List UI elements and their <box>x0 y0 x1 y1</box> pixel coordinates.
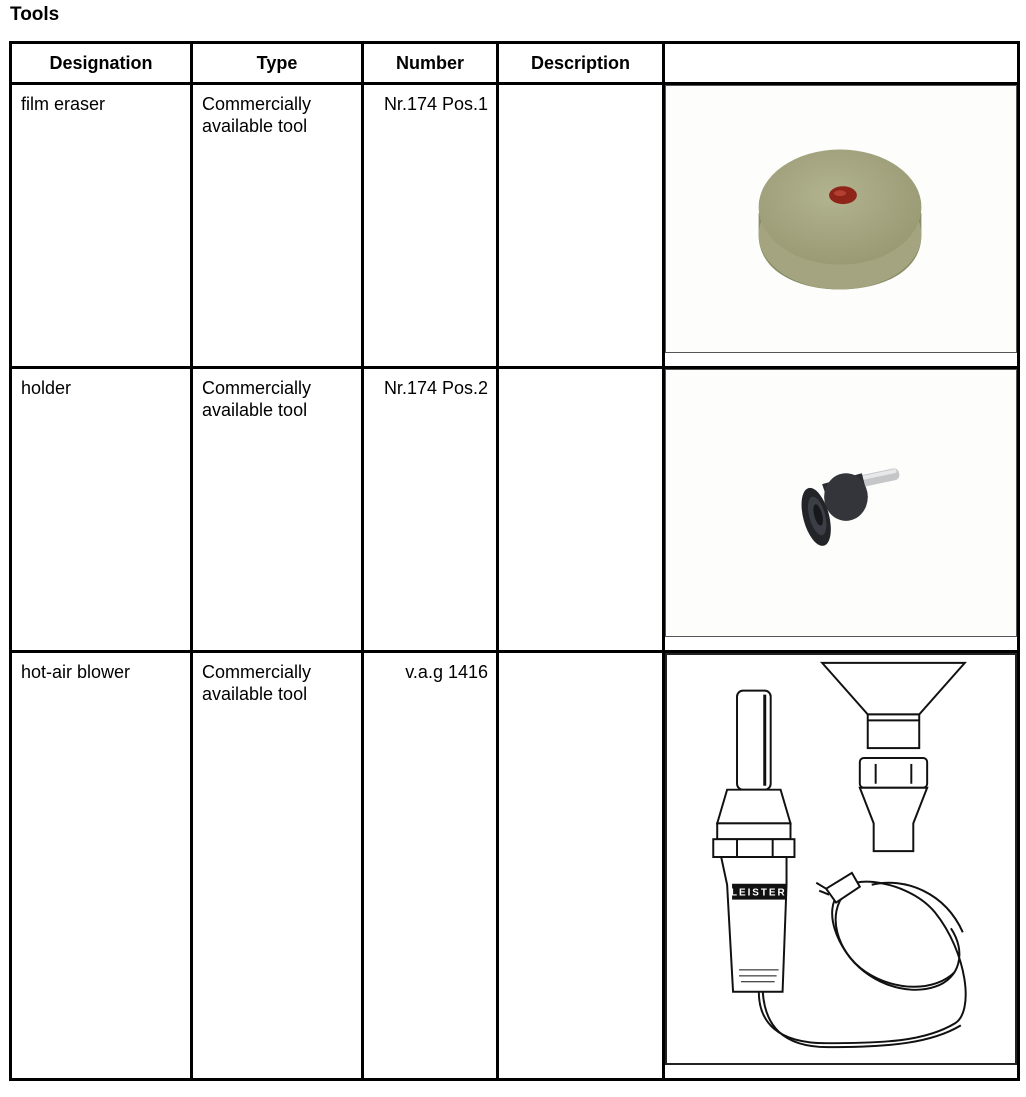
type-text: Commercially available tool <box>202 94 312 136</box>
hot-air-blower-picture <box>665 653 1017 1065</box>
tools-table <box>9 41 1020 1081</box>
description-text <box>499 653 662 661</box>
holder-icon <box>666 370 1016 636</box>
table-row <box>11 368 1019 652</box>
header-image <box>664 43 1019 84</box>
image-cell <box>664 84 1019 368</box>
type-text: Commercially available tool <box>202 378 312 420</box>
number-text: v.a.g 1416 <box>405 662 488 682</box>
image-cell <box>664 652 1019 1080</box>
description-cell <box>498 84 664 368</box>
blower-brand-label: LEISTER <box>730 887 787 899</box>
number-cell <box>363 652 498 1080</box>
type-cell <box>192 652 363 1080</box>
number-text: Nr.174 Pos.2 <box>383 378 488 398</box>
page-title: Tools <box>10 4 60 25</box>
image-cell <box>664 368 1019 652</box>
type-text: Commercially available tool <box>202 662 312 704</box>
designation-cell <box>11 652 192 1080</box>
hot-air-blower-icon <box>667 655 1015 1063</box>
description-text <box>499 85 662 93</box>
type-cell <box>192 84 363 368</box>
description-cell <box>498 652 664 1080</box>
designation-cell <box>11 368 192 652</box>
film-eraser-picture <box>665 85 1017 353</box>
film-eraser-icon <box>666 86 1016 352</box>
number-cell <box>363 368 498 652</box>
designation-text: hot-air blower <box>21 662 131 682</box>
designation-text: holder <box>21 378 72 398</box>
description-cell <box>498 368 664 652</box>
number-text: Nr.174 Pos.1 <box>383 94 488 114</box>
header-designation: Designation <box>11 43 192 84</box>
table-header-row <box>11 43 1019 84</box>
type-cell <box>192 368 363 652</box>
designation-text: film eraser <box>21 94 106 114</box>
header-number: Number <box>363 43 498 84</box>
description-text <box>499 369 662 377</box>
holder-picture <box>665 369 1017 637</box>
header-description: Description <box>498 43 664 84</box>
table-row <box>11 652 1019 1080</box>
header-type: Type <box>192 43 363 84</box>
table-row <box>11 84 1019 368</box>
designation-cell <box>11 84 192 368</box>
number-cell <box>363 84 498 368</box>
